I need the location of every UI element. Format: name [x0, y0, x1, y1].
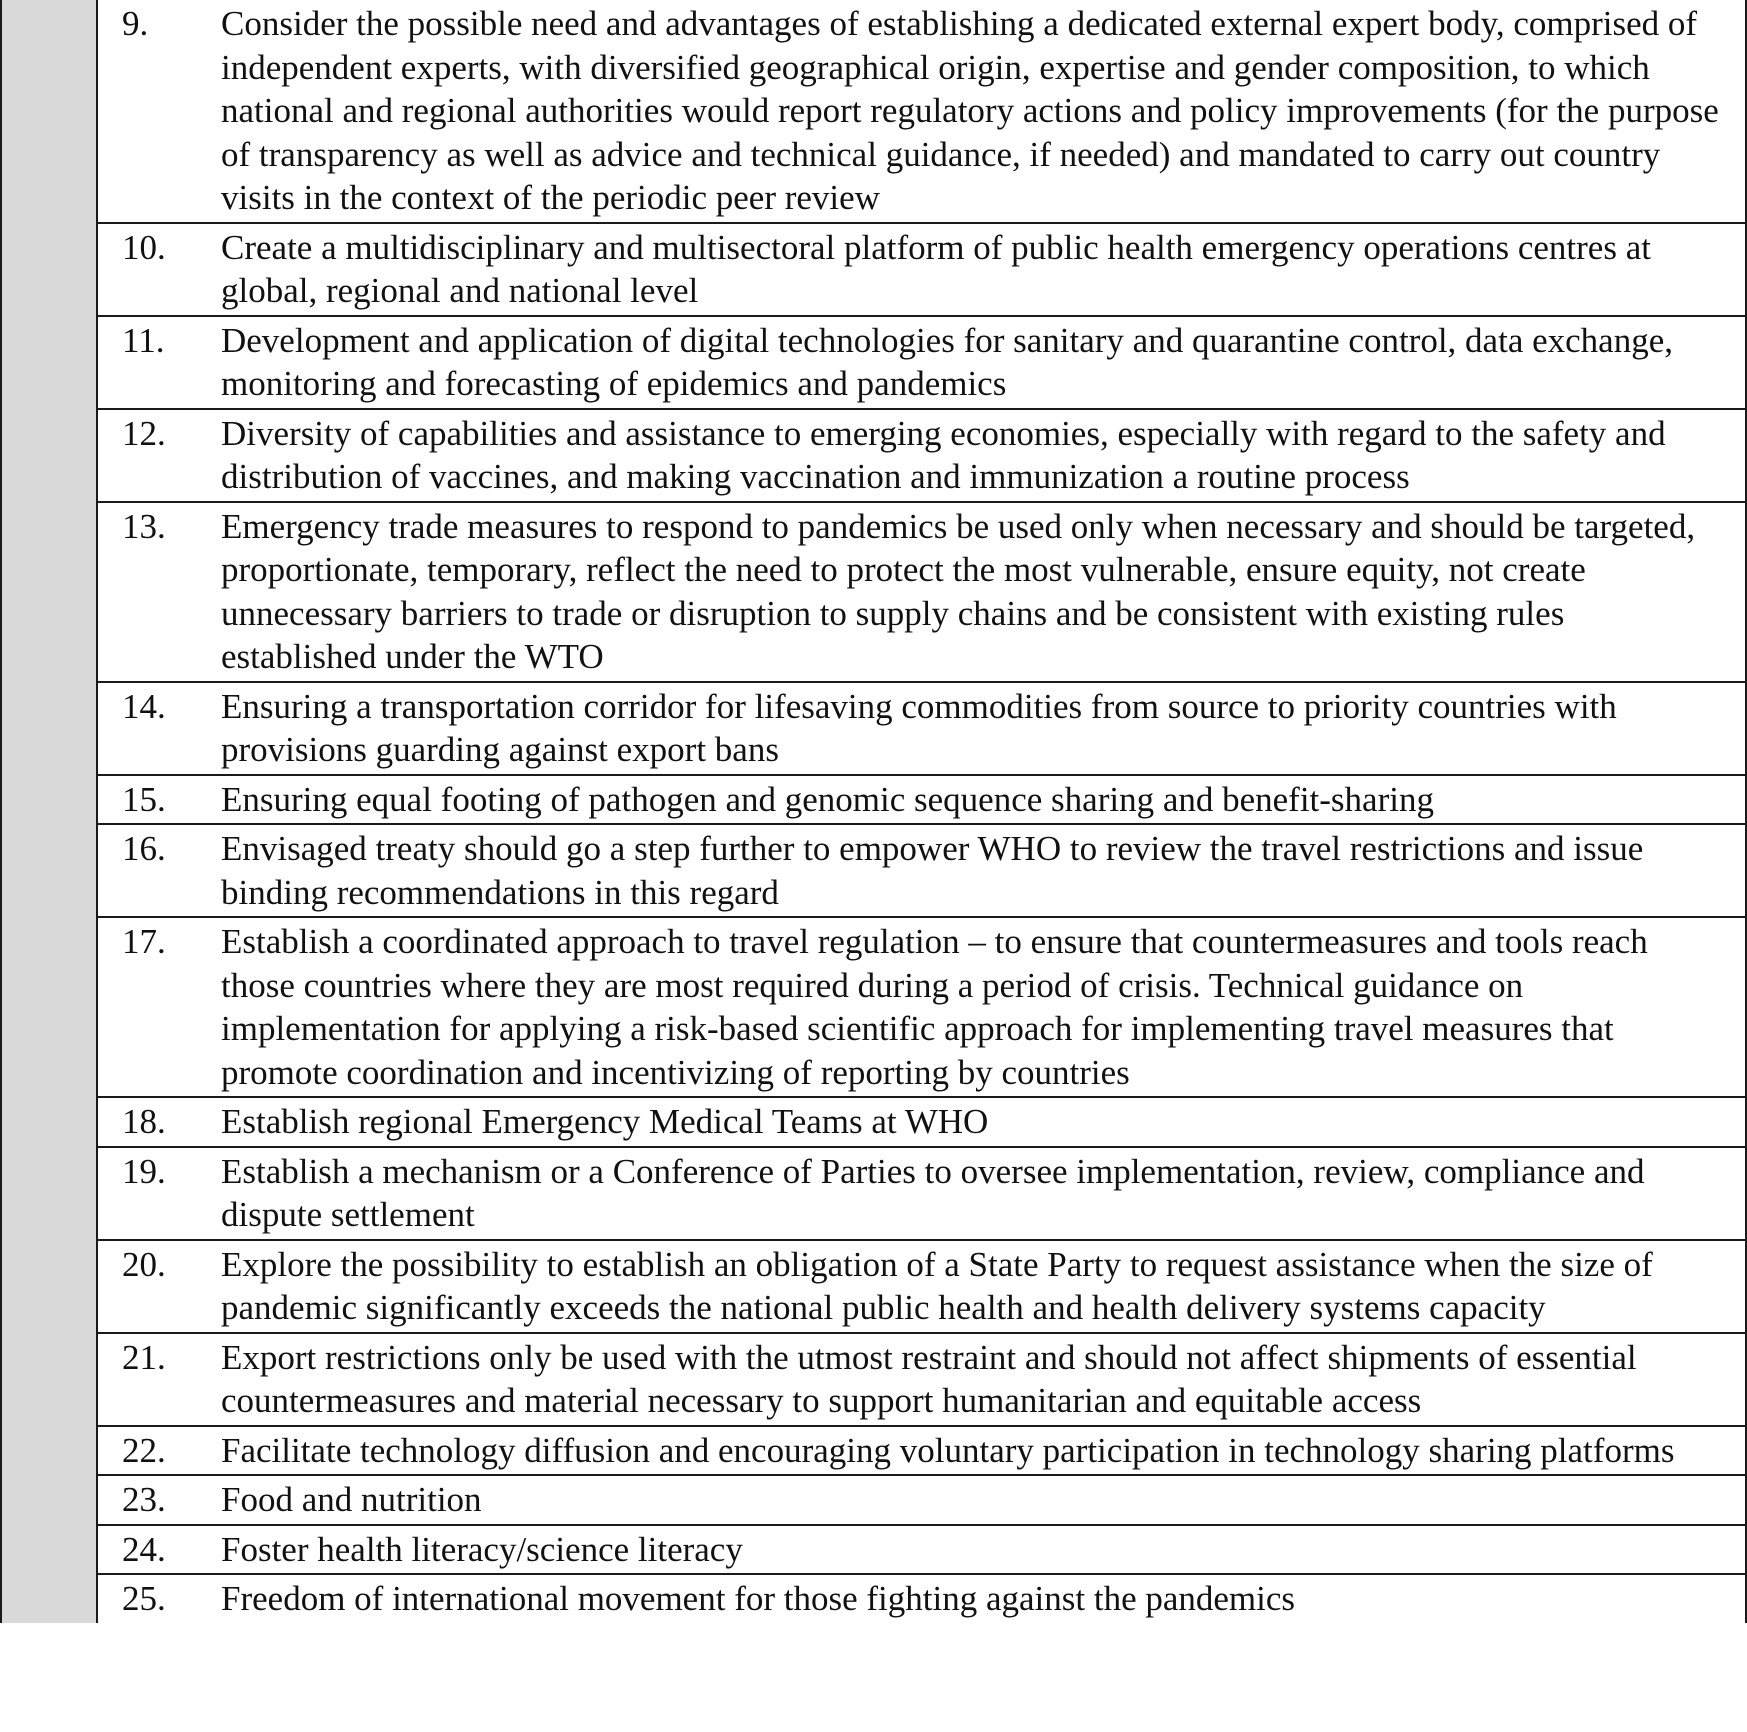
shaded-margin-cell — [1, 1147, 97, 1240]
item-number: 15. — [97, 775, 221, 825]
shaded-margin-cell — [1, 409, 97, 502]
shaded-margin-cell — [1, 824, 97, 917]
table-row — [1, 824, 1746, 917]
table-row — [1, 409, 1746, 502]
item-text: Ensuring equal footing of pathogen and genomic sequence sharing and benefit-sharing — [221, 775, 1746, 825]
shaded-margin-cell — [1, 1333, 97, 1426]
item-text: Establish a mechanism or a Conference of Parties to oversee implementation, review, compliance and dispute settlement — [221, 1147, 1746, 1240]
item-text: Food and nutrition — [221, 1475, 1746, 1525]
shaded-margin-cell — [1, 316, 97, 409]
table-row — [1, 1147, 1746, 1240]
item-number: 12. — [97, 409, 221, 502]
item-text: Create a multidisciplinary and multisectoral platform of public health emergency operations centres at global, regional and national level — [221, 223, 1746, 316]
item-number: 22. — [97, 1426, 221, 1476]
item-number: 13. — [97, 502, 221, 682]
shaded-margin-cell — [1, 1574, 97, 1623]
table-row — [1, 682, 1746, 775]
shaded-margin-cell — [1, 1426, 97, 1476]
item-number: 11. — [97, 316, 221, 409]
shaded-margin-cell — [1, 1475, 97, 1525]
shaded-margin-cell — [1, 502, 97, 682]
item-number: 17. — [97, 917, 221, 1097]
table-row — [1, 502, 1746, 682]
shaded-margin-cell — [1, 1240, 97, 1333]
item-text: Establish regional Emergency Medical Teams at WHO — [221, 1097, 1746, 1147]
item-text: Consider the possible need and advantages of establishing a dedicated external expert body, comprised of independent experts, with diversified geographical origin, expertise and gender composition, to which national and regional authorities would report regulatory actions and policy improvements (for the purpose of transparency as well as advice and technical guidance, if needed) and mandated to carry out country visits in the context of the periodic peer review — [221, 0, 1746, 223]
shaded-margin-cell — [1, 1525, 97, 1575]
proposals-table-body — [1, 0, 1746, 1623]
item-text: Development and application of digital technologies for sanitary and quarantine control, data exchange, monitoring and forecasting of epidemics and pandemics — [221, 316, 1746, 409]
item-number: 10. — [97, 223, 221, 316]
item-number: 20. — [97, 1240, 221, 1333]
table-row — [1, 1525, 1746, 1575]
table-row — [1, 917, 1746, 1097]
table-row — [1, 1574, 1746, 1623]
item-number: 21. — [97, 1333, 221, 1426]
item-number: 25. — [97, 1574, 221, 1623]
item-number: 23. — [97, 1475, 221, 1525]
item-number: 24. — [97, 1525, 221, 1575]
item-number: 18. — [97, 1097, 221, 1147]
item-text: Foster health literacy/science literacy — [221, 1525, 1746, 1575]
table-row — [1, 0, 1746, 223]
item-number: 14. — [97, 682, 221, 775]
shaded-margin-cell — [1, 0, 97, 223]
item-text: Facilitate technology diffusion and encouraging voluntary participation in technology sharing platforms — [221, 1426, 1746, 1476]
table-row — [1, 1097, 1746, 1147]
item-text: Freedom of international movement for those fighting against the pandemics — [221, 1574, 1746, 1623]
table-row — [1, 223, 1746, 316]
table-row — [1, 1333, 1746, 1426]
item-text: Establish a coordinated approach to travel regulation – to ensure that countermeasures and tools reach those countries where they are most required during a period of crisis. Technical guidance on implementation for applying a risk-based scientific approach for implementing travel measures that promote coordination and incentivizing of reporting by countries — [221, 917, 1746, 1097]
item-number: 19. — [97, 1147, 221, 1240]
shaded-margin-cell — [1, 917, 97, 1097]
table-row — [1, 775, 1746, 825]
item-text: Emergency trade measures to respond to pandemics be used only when necessary and should be targeted, proportionate, temporary, reflect the need to protect the most vulnerable, ensure equity, not create unnecessary barriers to trade or disruption to supply chains and be consistent with existing rules established under the WTO — [221, 502, 1746, 682]
item-text: Diversity of capabilities and assistance to emerging economies, especially with regard to the safety and distribution of vaccines, and making vaccination and immunization a routine process — [221, 409, 1746, 502]
item-number: 16. — [97, 824, 221, 917]
table-row — [1, 316, 1746, 409]
shaded-margin-cell — [1, 223, 97, 316]
table-row — [1, 1240, 1746, 1333]
shaded-margin-cell — [1, 1097, 97, 1147]
item-text: Export restrictions only be used with the utmost restraint and should not affect shipments of essential countermeasures and material necessary to support humanitarian and equitable access — [221, 1333, 1746, 1426]
shaded-margin-cell — [1, 682, 97, 775]
item-text: Explore the possibility to establish an obligation of a State Party to request assistance when the size of pandemic significantly exceeds the national public health and health delivery systems capacity — [221, 1240, 1746, 1333]
item-text: Ensuring a transportation corridor for lifesaving commodities from source to priority countries with provisions guarding against export bans — [221, 682, 1746, 775]
table-row — [1, 1426, 1746, 1476]
shaded-margin-cell — [1, 775, 97, 825]
item-text: Envisaged treaty should go a step further to empower WHO to review the travel restrictions and issue binding recommendations in this regard — [221, 824, 1746, 917]
table-row — [1, 1475, 1746, 1525]
item-number: 9. — [97, 0, 221, 223]
